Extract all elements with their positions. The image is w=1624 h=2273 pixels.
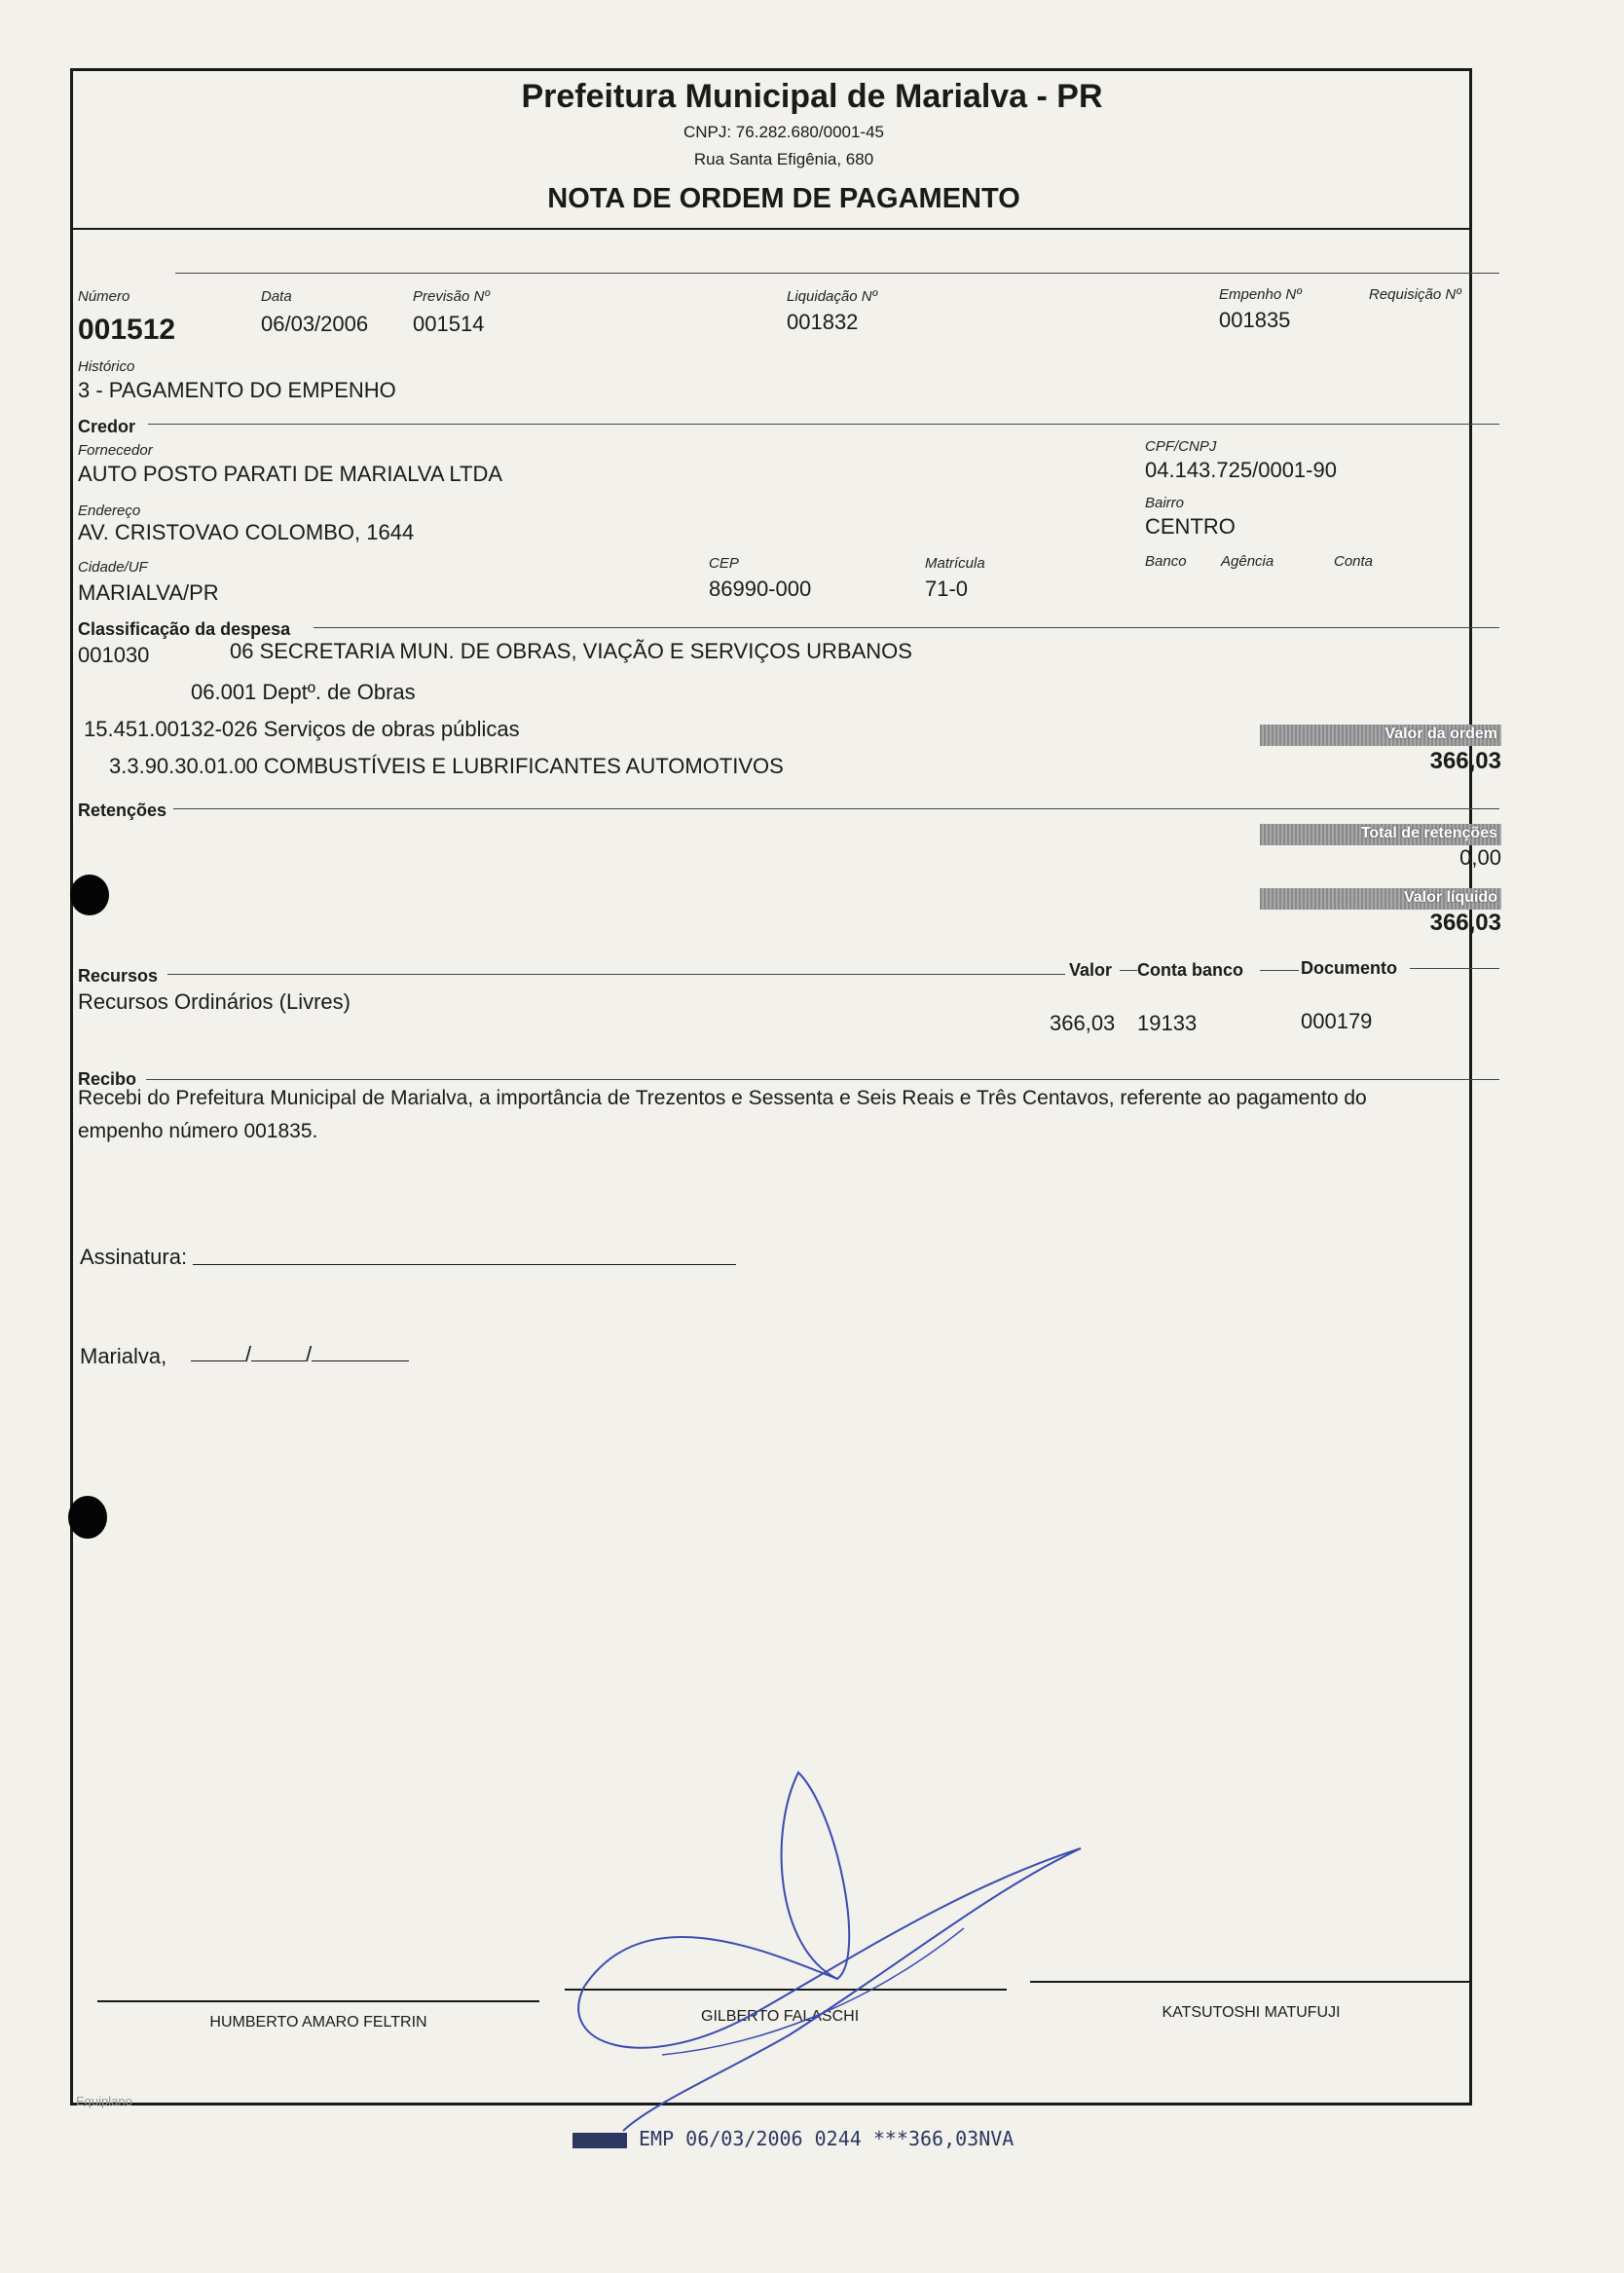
bairro-value: CENTRO	[1145, 514, 1236, 539]
recursos-valor-label: Valor	[1069, 960, 1113, 980]
classificacao-unidade: 06.001 Deptº. de Obras	[191, 680, 416, 704]
agencia-label: Agência	[1221, 553, 1274, 570]
historico-label: Histórico	[78, 358, 135, 375]
valor-ordem-value: 366,03	[1429, 748, 1501, 774]
recursos-line-4	[1410, 968, 1499, 969]
recibo-text-line2: empenho número 001835.	[78, 1120, 318, 1142]
banco-label: Banco	[1145, 553, 1187, 570]
total-retencoes-value: 0,00	[1459, 845, 1501, 870]
fornecedor-value: AUTO POSTO PARATI DE MARIALVA LTDA	[78, 462, 503, 486]
data-value: 06/03/2006	[261, 312, 369, 336]
requisicao-label: Requisição Nº	[1369, 286, 1461, 303]
header-cnpj: CNPJ: 76.282.680/0001-45	[683, 123, 885, 141]
recursos-conta: 19133	[1137, 1011, 1198, 1035]
classificacao-orgao: 06 SECRETARIA MUN. DE OBRAS, VIAÇÃO E SERVIÇOS URBANOS	[230, 639, 912, 663]
stamp-logo-icon	[572, 2133, 627, 2148]
total-retencoes-bar	[1260, 824, 1501, 845]
total-retencoes-label: Total de retenções	[1360, 825, 1497, 841]
endereco-label: Endereço	[78, 503, 141, 519]
assinatura-label: Assinatura:	[80, 1245, 188, 1269]
empenho-label: Empenho Nº	[1219, 286, 1302, 303]
punch-hole-bottom	[68, 1496, 107, 1539]
liquidacao-label: Liquidação Nº	[787, 288, 878, 305]
numero-value: 001512	[78, 314, 176, 346]
recursos-valor: 366,03	[1050, 1011, 1116, 1035]
cidade-label: Cidade/UF	[78, 559, 148, 576]
fornecedor-label: Fornecedor	[78, 442, 153, 459]
previsao-label: Previsão Nº	[413, 288, 490, 305]
signature-line-3	[1030, 1981, 1472, 1983]
retencoes-section: Retenções	[78, 801, 167, 820]
historico-value: 3 - PAGAMENTO DO EMPENHO	[78, 378, 396, 402]
stamp-text: EMP 06/03/2006 0244 ***366,03NVA	[639, 2127, 1015, 2150]
signatario-2: GILBERTO FALASCHI	[701, 2008, 860, 2025]
signatario-3: KATSUTOSHI MATUFUJI	[1162, 2004, 1341, 2021]
previsao-value: 001514	[413, 312, 485, 336]
empenho-value: 001835	[1219, 308, 1291, 332]
valor-liquido-bar	[1260, 888, 1501, 910]
credor-section: Credor	[78, 417, 136, 436]
recibo-text-line1: Recebi do Prefeitura Municipal de Marialva, a importância de Trezentos e Sessenta e Seis Reais e Três Centavos, referente ao pagamento do	[78, 1087, 1367, 1109]
valor-liquido-value: 366,03	[1429, 910, 1501, 936]
local-data-label: Marialva,	[80, 1344, 167, 1368]
cidade-value: MARIALVA/PR	[78, 580, 219, 605]
bairro-label: Bairro	[1145, 495, 1185, 511]
date-month-blank	[251, 1360, 306, 1361]
valor-liquido-label: Valor líquido	[1403, 889, 1497, 906]
handwritten-signature	[545, 1753, 1090, 2143]
assinatura-line	[193, 1264, 736, 1265]
date-day-blank	[191, 1360, 245, 1361]
cep-value: 86990-000	[709, 577, 812, 601]
liquidacao-value: 001832	[787, 310, 859, 334]
retencoes-line	[173, 808, 1499, 809]
header-divider	[70, 228, 1472, 230]
classificacao-funcional: 15.451.00132-026 Serviços de obras públicas	[84, 717, 520, 741]
signatario-1: HUMBERTO AMARO FELTRIN	[209, 2014, 427, 2031]
recursos-conta-label: Conta banco	[1137, 960, 1244, 980]
recibo-section: Recibo	[78, 1069, 137, 1089]
classificacao-section: Classificação da despesa	[78, 619, 291, 639]
software-label: Equiplano	[76, 2094, 132, 2108]
recursos-line-2	[1120, 970, 1137, 971]
matricula-label: Matrícula	[925, 555, 985, 572]
data-label: Data	[261, 288, 292, 305]
header-address: Rua Santa Efigênia, 680	[693, 150, 874, 168]
recursos-descricao: Recursos Ordinários (Livres)	[78, 989, 351, 1014]
cnpj-value: 04.143.725/0001-90	[1145, 458, 1337, 482]
valor-ordem-label: Valor da ordem	[1384, 726, 1497, 742]
endereco-value: AV. CRISTOVAO COLOMBO, 1644	[78, 520, 415, 544]
classificacao-elemento: 3.3.90.30.01.00 COMBUSTÍVEIS E LUBRIFICANTES AUTOMOTIVOS	[109, 754, 784, 778]
fields-top-line	[175, 273, 1499, 274]
cnpj-label: CPF/CNPJ	[1145, 438, 1217, 455]
signature-line-1	[97, 2000, 539, 2002]
credor-line	[148, 424, 1499, 425]
cep-label: CEP	[709, 555, 739, 572]
classificacao-codigo: 001030	[78, 643, 150, 667]
recursos-line-3	[1260, 970, 1299, 971]
document-title: NOTA DE ORDEM DE PAGAMENTO	[547, 183, 1020, 214]
matricula-value: 71-0	[925, 577, 969, 601]
date-blanks: / /	[191, 1342, 409, 1367]
header-title: Prefeitura Municipal de Marialva - PR	[521, 78, 1103, 115]
recursos-section: Recursos	[78, 966, 159, 986]
numero-label: Número	[78, 288, 130, 305]
punch-hole-top	[70, 875, 109, 915]
valor-ordem-bar	[1260, 725, 1501, 746]
register-stamp	[572, 2127, 1014, 2150]
recursos-documento-label: Documento	[1301, 958, 1397, 978]
recursos-documento: 000179	[1301, 1009, 1373, 1033]
date-year-blank	[312, 1360, 409, 1361]
recibo-line	[146, 1079, 1499, 1080]
classificacao-line	[314, 627, 1499, 628]
conta-label: Conta	[1334, 553, 1374, 570]
recursos-line	[167, 974, 1065, 975]
